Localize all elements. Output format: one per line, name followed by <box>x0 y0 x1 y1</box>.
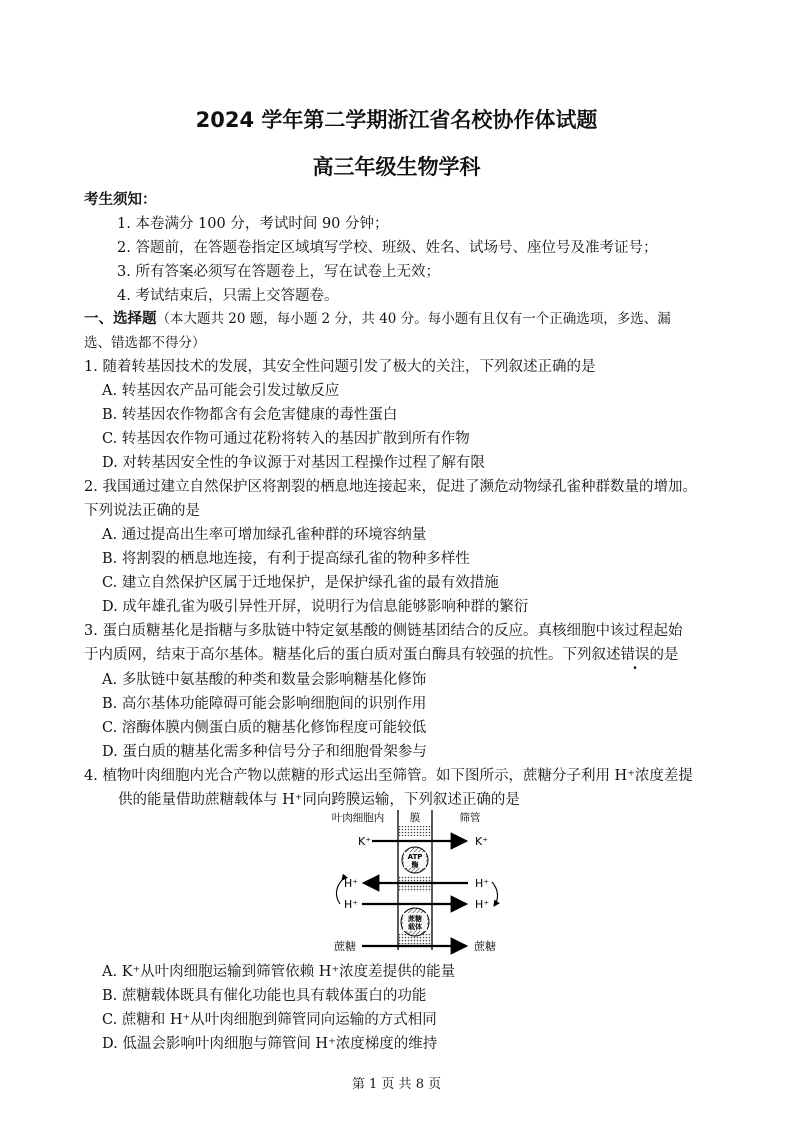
question-4-stem-cont: 供的能量借助蔗糖载体与 H⁺同向跨膜运输，下列叙述正确的是 <box>118 792 520 808</box>
h-ion-right-top: H⁺ <box>475 877 490 890</box>
figure-label-cell: 叶肉细胞内 <box>331 812 385 824</box>
section-heading-title: 一、选择题 <box>84 310 157 327</box>
question-3-stem: 3. 蛋白质糖基化是指糖与多肽链中特定氨基酸的侧链基团结合的反应。真核细胞中该过程起始 <box>84 623 683 639</box>
sucrose-carrier-label-2: 载体 <box>408 923 422 931</box>
question-2-stem-cont: 下列说法正确的是 <box>84 503 200 519</box>
question-3-stem-tail: 的是 <box>649 647 679 663</box>
question-4-option-b: B. 蔗糖载体既具有催化功能也具有载体蛋白的功能 <box>102 988 427 1004</box>
k-ion-left: K⁺ <box>358 835 372 848</box>
sucrose-carrier-label: 蔗糖 <box>408 915 422 923</box>
atp-enzyme-label: ATP <box>407 853 423 861</box>
section-heading <box>84 309 671 329</box>
sucrose-right: 蔗糖 <box>474 940 496 953</box>
question-1-option-d: D. 对转基因安全性的争议源于对基因工程操作过程了解有限 <box>102 455 485 471</box>
membrane-dotted-segment <box>399 826 431 836</box>
question-3-emphasis: 错误 <box>620 647 650 663</box>
question-4-option-c: C. 蔗糖和 H⁺从叶肉细胞到筛管同向运输的方式相同 <box>102 1012 437 1028</box>
section-heading-instructions: （本大题共 20 题，每小题 2 分，共 40 分。每小题有且仅有一个正确选项，多选、漏 <box>156 311 671 327</box>
notice-heading: 考生须知： <box>84 191 157 208</box>
h-ion-right-bottom: H⁺ <box>475 898 490 911</box>
question-4-option-d: D. 低温会影响叶肉细胞与筛管间 H⁺浓度梯度的维持 <box>102 1036 438 1052</box>
question-3-stem-cont <box>84 645 679 665</box>
question-3-option-a: A. 多肽链中氨基酸的种类和数量会影响糖基化修饰 <box>102 672 427 688</box>
question-4-stem: 4. 植物叶肉细胞内光合产物以蔗糖的形式运出至筛管。如下图所示，蔗糖分子利用 H⁺浓度差提 <box>84 768 693 784</box>
page-footer: 第 1 页 共 8 页 <box>351 1077 442 1092</box>
right-cycle-curve <box>492 882 498 906</box>
notice-item: 1. 本卷满分 100 分，考试时间 90 分钟； <box>117 216 389 232</box>
question-2-option-a: A. 通过提高出生率可增加绿孔雀种群的环境容纳量 <box>102 527 427 543</box>
notice-item: 3. 所有答案必须写在答题卷上，写在试卷上无效； <box>117 264 440 280</box>
exam-title: 2024 学年第二学期浙江省名校协作体试题 <box>195 108 598 132</box>
k-ion-right: K⁺ <box>475 835 489 848</box>
h-ion-left-top: H⁺ <box>344 877 359 890</box>
h-ion-left-bottom: H⁺ <box>344 898 359 911</box>
sucrose-left: 蔗糖 <box>334 940 356 953</box>
question-2-option-c: C. 建立自然保护区属于迁地保护，是保护绿孔雀的最有效措施 <box>102 575 499 591</box>
question-1-option-a: A. 转基因农产品可能会引发过敏反应 <box>102 383 340 399</box>
question-1-stem: 1. 随着转基因技术的发展，其安全性问题引发了极大的关注，下列叙述正确的是 <box>84 359 596 375</box>
question-2-option-b: B. 将割裂的栖息地连接，有利于提高绿孔雀的物种多样性 <box>102 551 470 567</box>
question-3-option-d: D. 蛋白质的糖基化需多种信号分子和细胞骨架参与 <box>102 744 427 760</box>
exam-subtitle: 高三年级生物学科 <box>312 155 481 179</box>
notice-item: 2. 答题前，在答题卷指定区域填写学校、班级、姓名、试场号、座位号及准考证号； <box>117 240 658 256</box>
figure-label-sieve-tube: 筛管 <box>459 812 481 824</box>
question-4-option-a: A. K⁺从叶肉细胞运输到筛管依赖 H⁺浓度差提供的能量 <box>102 964 456 980</box>
notice-item: 4. 考试结束后，只需上交答题卷。 <box>117 288 339 304</box>
question-3-stem-text: 于内质网，结束于高尔基体。糖基化后的蛋白质对蛋白酶具有较强的抗性。下列叙述 <box>84 647 621 663</box>
question-2-option-d: D. 成年雄孔雀为吸引异性开屏，说明行为信息能够影响种群的繁衍 <box>102 599 529 615</box>
question-3-option-b: B. 高尔基体功能障碍可能会影响细胞间的识别作用 <box>102 696 427 712</box>
membrane-transport-figure <box>320 810 520 958</box>
question-2-stem: 2. 我国通过建立自然保护区将割裂的栖息地连接起来，促进了濒危动物绿孔雀种群数量的增加。 <box>84 479 697 495</box>
question-1-option-b: B. 转基因农作物都含有会危害健康的毒性蛋白 <box>102 407 398 423</box>
section-heading-instructions-cont: 选、错选都不得分） <box>84 335 206 351</box>
question-3-option-c: C. 溶酶体膜内侧蛋白质的糖基化修饰程度可能较低 <box>102 720 427 736</box>
figure-label-membrane: 膜 <box>409 812 421 824</box>
question-1-option-c: C. 转基因农作物可通过花粉将转入的基因扩散到所有作物 <box>102 431 470 447</box>
atp-enzyme-label-2: 酶 <box>411 861 419 869</box>
left-cycle-curve <box>336 880 342 904</box>
